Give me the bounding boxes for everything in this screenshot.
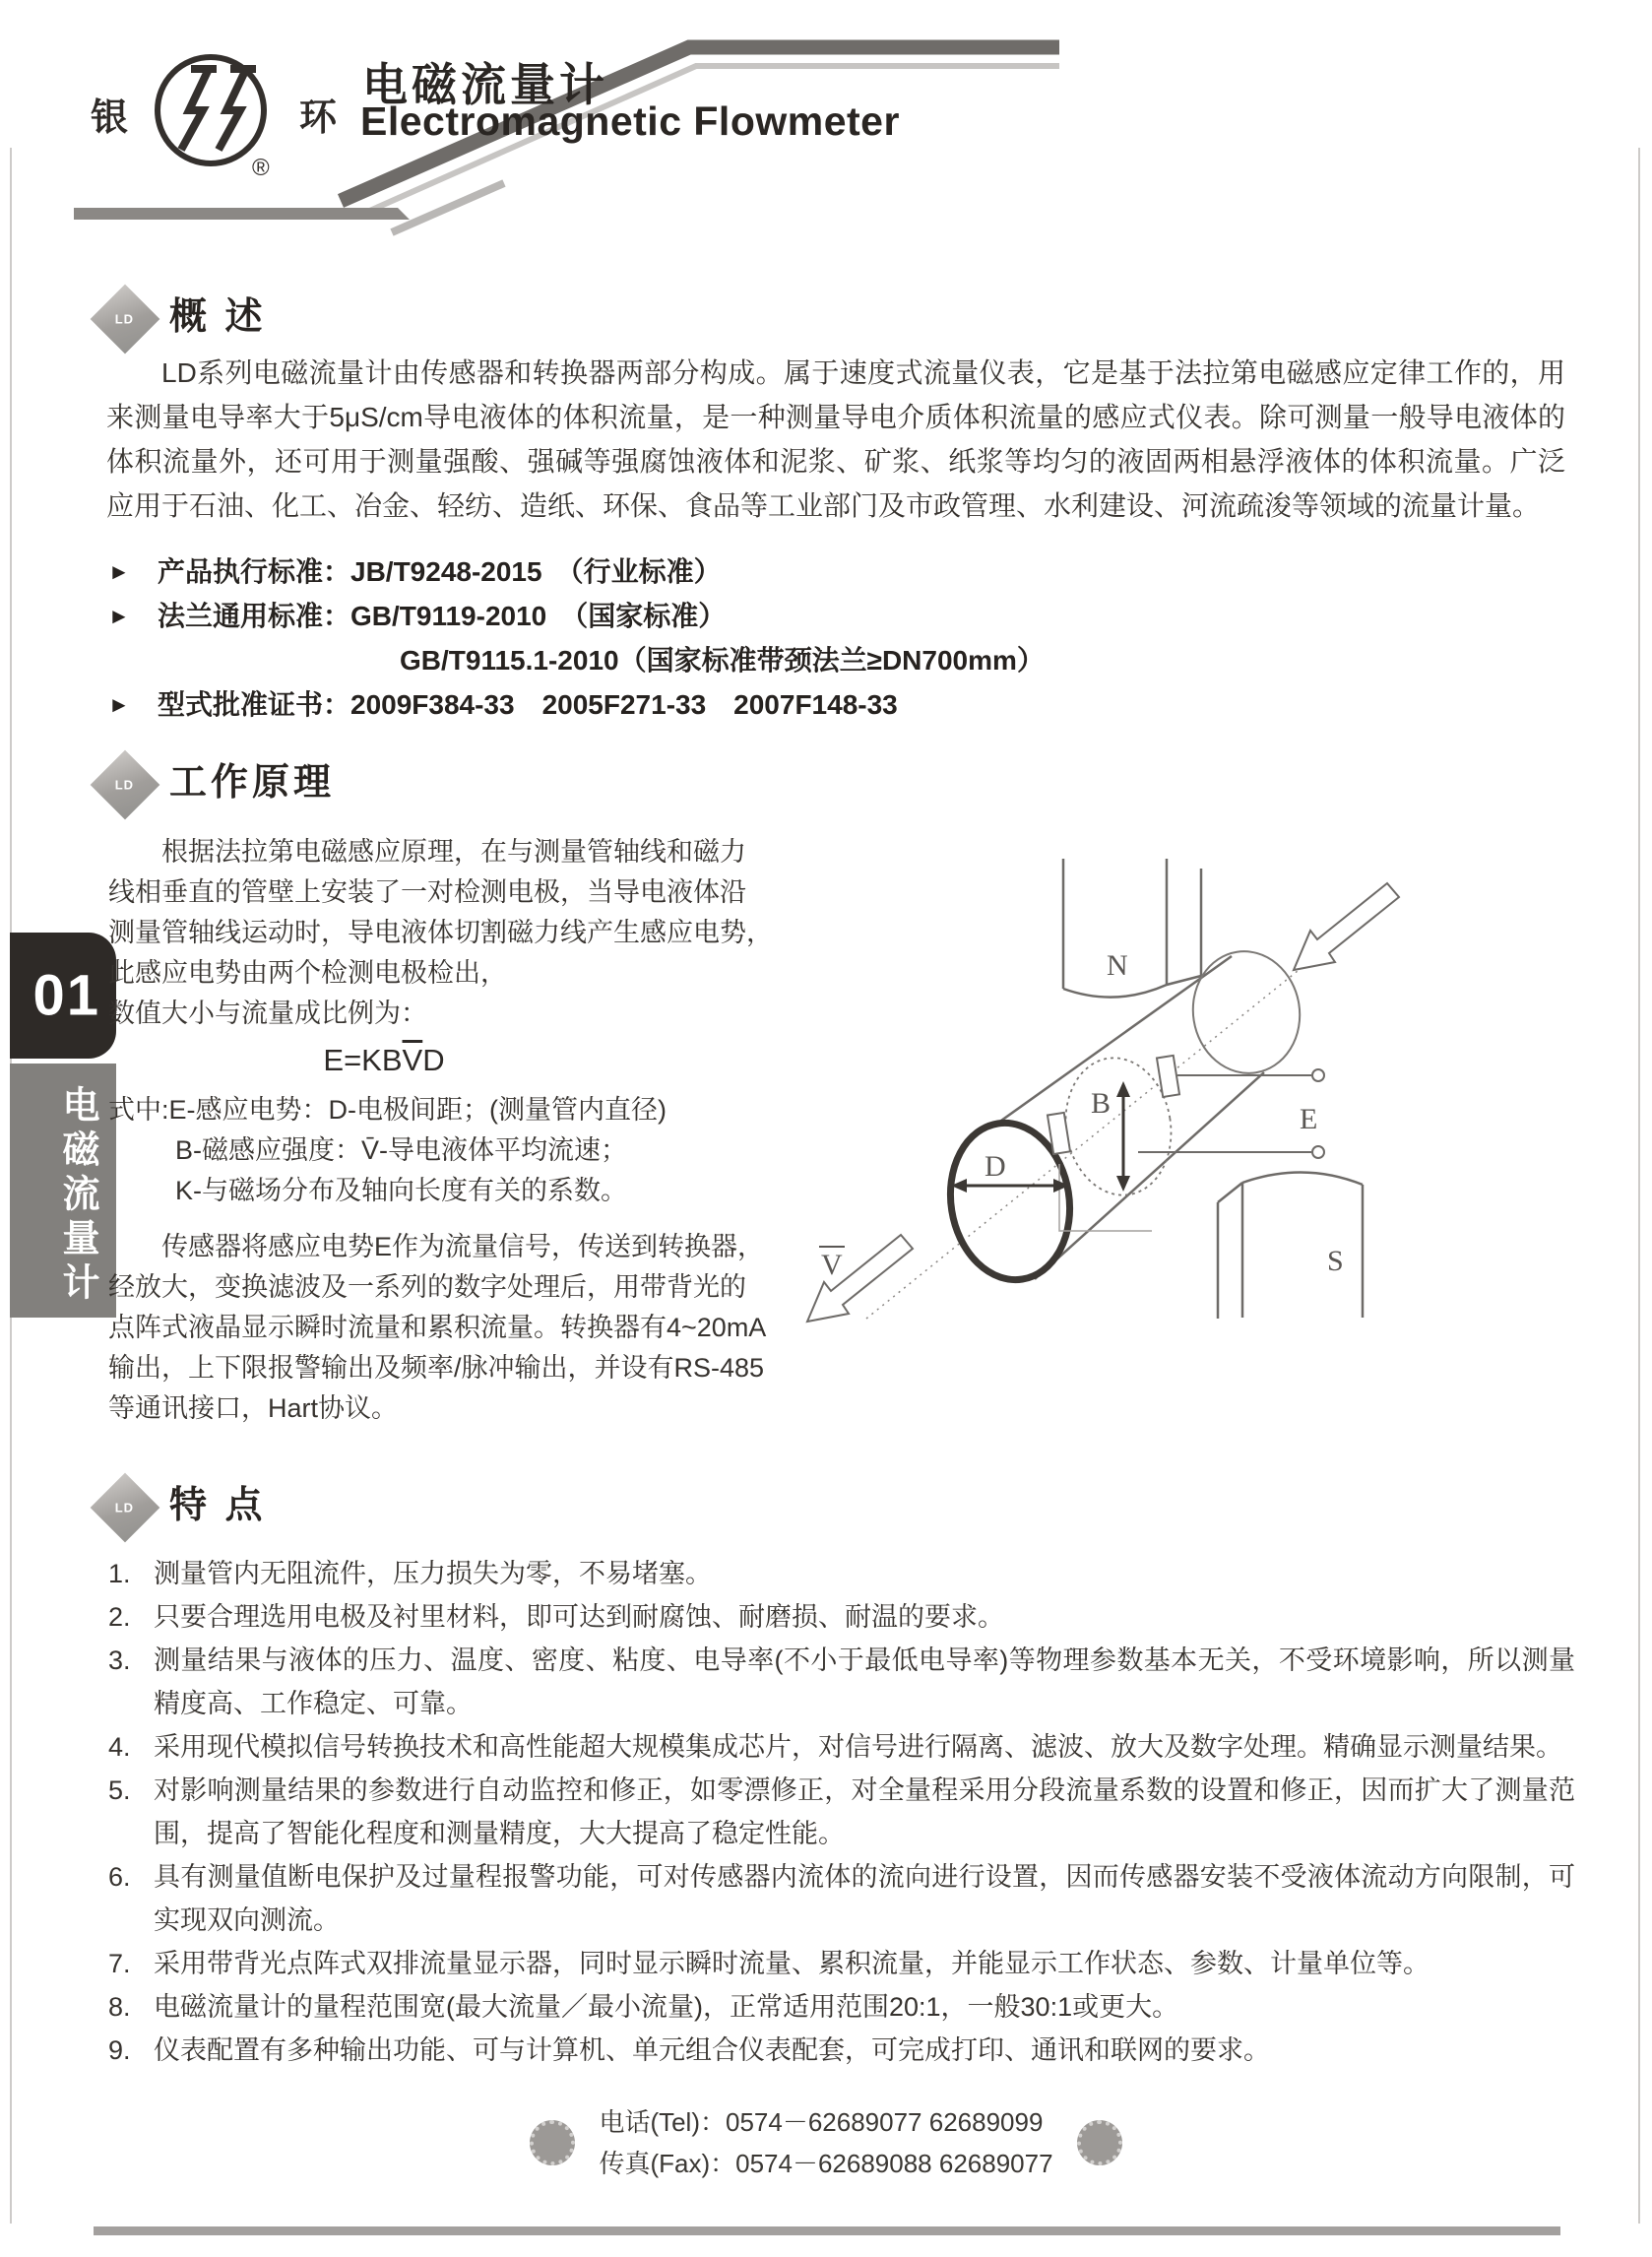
standard-text: 产品执行标准：JB/T9248-2015 （行业标准） [158,556,722,587]
standard-item [108,594,1045,638]
standard-item [108,549,1045,594]
page-frame-bottom [94,2226,1560,2235]
footer-contact [0,2101,1652,2184]
velocity-label: V [821,1249,843,1281]
principle-line: 输出，上下限报警输出及频率/脉冲输出，并设有RS-485 [108,1353,765,1383]
contact-info [599,2101,1052,2184]
induction-formula: $E=KB\overline{V}D$ [323,1043,445,1077]
principle-line: 等通讯接口，Hart协议。 [108,1393,399,1423]
standard-text: 法兰通用标准：GB/T9119-2010 （国家标准） [158,601,727,631]
features-section-badge-icon: LD [91,1473,160,1543]
sidebar-vertical-title: 电磁流量计 [56,1085,97,1307]
principle-line: 线相垂直的管壁上安装了一对检测电极，当导电液体沿 [108,877,746,907]
principle-line: 传感器将感应电势E作为流量信号，传送到转换器， [161,1232,765,1261]
brand-logo [91,39,337,187]
page-frame-right [1638,148,1640,2224]
tel-label: 电话(Tel)： [599,2107,726,2137]
footer-dot-right-icon [1077,2120,1122,2165]
standard-text: 型式批准证书：2009F384-33 2005F271-33 2007F148-33 [158,689,898,720]
feature-item: 4. 采用现代模拟信号转换技术和高性能超大规模集成芯片，对信号进行隔离、滤波、放大及数字处理。精确显示测量结果。 [108,1732,1562,1762]
principle-section-title: 工作原理 [169,762,336,804]
standard-text: GB/T9115.1-2010（国家标准带颈法兰≥DN700mm） [400,645,1045,676]
footer-dot-left-icon [530,2120,575,2165]
formula-legend-line: 式中:E-感应电势：D-电极间距；(测量管内直径) [108,1095,667,1125]
brand-logo-mark-icon [140,39,287,187]
overview-paragraph: LD系列电磁流量计由传感器和转换器两部分构成。属于速度式流量仪表，它是基于法拉第电磁感应定律工作的，用来测量电导率大于5μS/cm导电液体的体积流量，是一种测量导电介质体积流量的感应式仪表。除可测量一般导电液体的体积流量外，还可用于测量强酸、强碱等强腐蚀液体和泥浆、矿浆、纸浆等均匀的液固两相悬浮液体的体积流量。广泛应用于石油、化工、冶金、轻纺、造纸、环保、食品等工业部门及市政管理、水利建设、河流疏浚等领域的流量计量。 [106,357,1565,521]
formula-legend-line: K-与磁场分布及轴向长度有关的系数。 [175,1176,627,1205]
n-pole-label: N [1107,949,1128,982]
standards-list [108,549,1045,727]
page-title-en: Electromagnetic Flowmeter [360,98,900,144]
arrow-bullet-icon: ► [108,604,130,628]
feature-item: 1. 测量管内无阻流件，压力损失为零，不易堵塞。 [108,1559,712,1588]
principle-line: 根据法拉第电磁感应原理，在与测量管轴线和磁力 [161,837,746,867]
feature-item: 9. 仪表配置有多种输出功能、可与计算机、单元组合仪表配套，可完成打印、通讯和联网的要求。 [108,2035,1270,2065]
b-field-label: B [1091,1087,1112,1120]
principle-line: 数值大小与流量成比例为： [108,999,427,1028]
page-number: 01 [32,963,100,1028]
magnet-n-pole [1063,859,1201,998]
feature-item: 2. 只要合理选用电极及衬里材料，即可达到耐腐蚀、耐磨损、耐温的要求。 [108,1602,1004,1632]
brand-char-right: 环 [299,97,338,139]
registered-mark: ® [252,155,270,181]
features-section-title: 特 点 [169,1485,267,1526]
flow-in-arrow-icon [1294,883,1399,970]
flowmeter-principle-diagram [599,839,1416,1331]
principle-line: 经放大，变换滤波及一系列的数字处理后，用带背光的 [108,1272,746,1302]
formula-legend-line: B-磁感应强度：V̄-导电液体平均流速； [175,1135,627,1165]
telephone-row [599,2101,1052,2143]
arrow-bullet-icon: ► [108,559,130,584]
overview-section-badge-icon: LD [91,285,160,355]
brand-char-left: 银 [91,97,129,139]
principle-line: 点阵式液晶显示瞬时流量和累积流量。转换器有4~20mA [108,1313,767,1342]
tel-value: 0574－62689077 62689099 [726,2107,1044,2137]
diameter-label: D [985,1150,1006,1183]
emf-label: E [1300,1103,1318,1135]
principle-section-badge-icon: LD [91,750,160,820]
principle-line: 测量管轴线运动时，导电液体切割磁力线产生感应电势， [108,918,773,947]
page-title-zh: 电磁流量计 [362,59,608,110]
feature-item: 3. 测量结果与液体的压力、温度、密度、粘度、电导率(不小于最低电导率)等物理参数基本无关，不受环境影响，所以测量精度高、工作稳定、可靠。 [108,1645,1575,1718]
standard-item [108,682,1045,727]
principle-line: 此感应电势由两个检测电极检出， [108,958,507,988]
fax-row [599,2143,1052,2184]
overview-section-title: 概 述 [169,296,267,338]
feature-item: 5. 对影响测量结果的参数进行自动监控和修正，如零漂修正，对全量程采用分段流量系数的设置和修正，因而扩大了测量范围，提高了智能化程度和测量精度，大大提高了稳定性能。 [108,1775,1575,1848]
fax-label: 传真(Fax)： [599,2149,736,2178]
feature-item: 8. 电磁流量计的量程范围宽(最大流量／最小流量)，正常适用范围20:1，一般30:1或更大。 [108,1992,1179,2022]
sidebar-page-number-tab [10,933,116,1059]
s-pole-label: S [1327,1245,1344,1277]
arrow-bullet-icon [108,638,158,682]
feature-item: 7. 采用带背光点阵式双排流量显示器，同时显示瞬时流量、累积流量，并能显示工作状态、参数、计量单位等。 [108,1949,1430,1978]
v-bar-symbol: $\overline{V}$ [402,1043,423,1077]
sidebar-section-block [10,1064,116,1318]
standard-item [108,638,1045,682]
fax-value: 0574－62689088 62689077 [735,2149,1053,2178]
arrow-bullet-icon: ► [108,692,130,717]
feature-item: 6. 具有测量值断电保护及过量程报警功能，可对传感器内流体的流向进行设置，因而传感器安装不受液体流动方向限制，可实现双向测流。 [108,1862,1575,1935]
features-list [108,1552,1575,2072]
